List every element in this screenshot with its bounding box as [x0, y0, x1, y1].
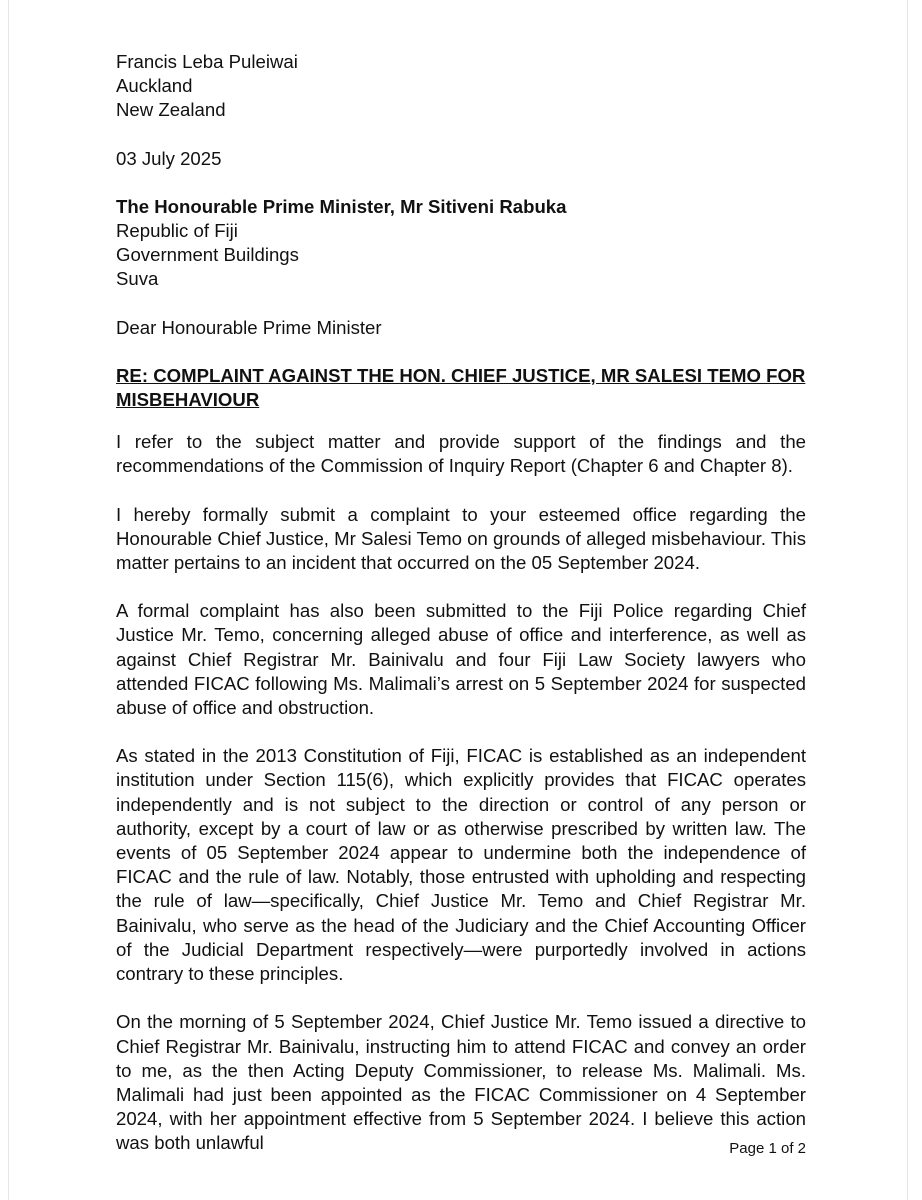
recipient-name: The Honourable Prime Minister, Mr Sitiveni Rabuka [116, 195, 567, 217]
paragraph-3: A formal complaint has also been submitted to the Fiji Police regarding Chief Justice Mr. Temo, concerning alleged abuse of office and interference, as well as against Chief Registrar Mr. Bainivalu and four Fiji Law Society lawyers who attended FICAC following Ms. Malimali’s arrest on 5 September 2024 for suspected abuse of office and obstruction. [116, 600, 806, 719]
subject-line: RE: COMPLAINT AGAINST THE HON. CHIEF JUSTICE, MR SALESI TEMO FOR MISBEHAVIOUR [116, 364, 806, 411]
salutation: Dear Honourable Prime Minister [116, 316, 382, 338]
recipient-line-3: Suva [116, 268, 159, 290]
recipient-address [116, 195, 806, 292]
recipient-line-2: Government Buildings [116, 244, 299, 266]
sender-name: Francis Leba Puleiwai [116, 51, 298, 72]
sender-address [116, 50, 806, 123]
sender-country: New Zealand [116, 99, 226, 121]
page-number: Page 1 of 2 [729, 1140, 806, 1157]
paragraph-1: I refer to the subject matter and provide support of the findings and the recommendations of the Commission of Inquiry Report (Chapter 6 and Chapter 8). [116, 431, 806, 477]
letter-body [116, 50, 806, 1156]
paragraph-4: As stated in the 2013 Constitution of Fiji, FICAC is established as an independent institution under Section 115(6), which explicitly provides that FICAC operates independently and is not subject to the direction or control of any person or authority, except by a court of law or as otherwise prescribed by written law. The events of 05 September 2024 appear to undermine both the independence of FICAC and the rule of law. Notably, those entrusted with upholding and respecting the rule of law—specifically, Chief Justice Mr. Temo and Chief Registrar Mr. Bainivalu, who serve as the head of the Judiciary and the Chief Accounting Officer of the Judicial Department respectively—were purportedly involved in actions contrary to these principles. [116, 745, 806, 985]
sender-city: Auckland [116, 75, 193, 97]
recipient-line-1: Republic of Fiji [116, 220, 238, 242]
paragraph-2: I hereby formally submit a complaint to your esteemed office regarding the Honourable Chief Justice, Mr Salesi Temo on grounds of alleged misbehaviour. This matter pertains to an incident that occurred on the 05 September 2024. [116, 503, 806, 574]
paragraph-5: On the morning of 5 September 2024, Chief Justice Mr. Temo issued a directive to Chief Registrar Mr. Bainivalu, instructing him to attend FICAC and convey an order to me, as the then Acting Deputy Commissioner, to release Ms. Malimali. Ms. Malimali had just been appointed as the FICAC Commissioner on 4 September 2024, with her appointment effective from 5 September 2024. I believe this action was both unlawful [116, 1011, 806, 1154]
letter-date: 03 July 2025 [116, 147, 222, 169]
